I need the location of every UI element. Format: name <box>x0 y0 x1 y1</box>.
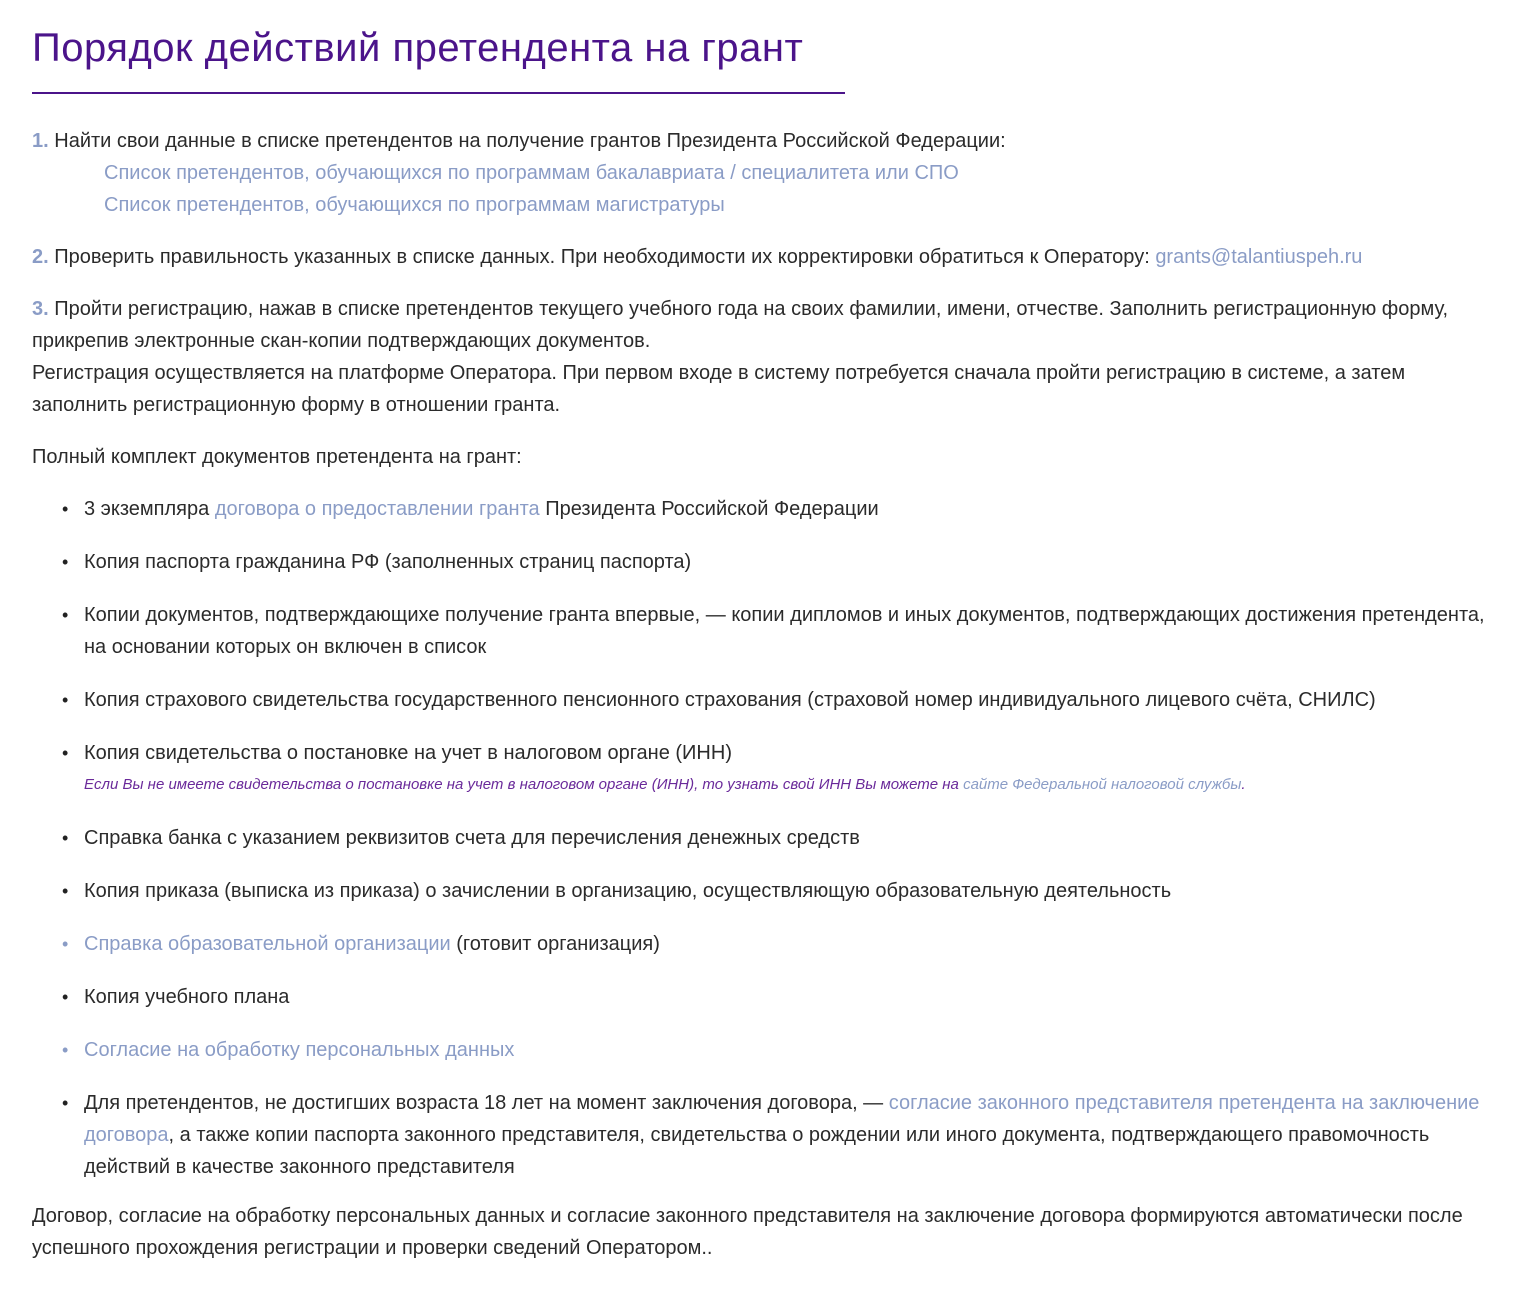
doc-8-suffix: (готовит организация) <box>456 933 660 955</box>
step-1-text: Найти свои данные в списке претендентов на получение грантов Президента Российской Федерации: <box>54 130 1006 152</box>
list-item <box>62 684 1504 716</box>
doc-3-text: Копии документов, подтверждающихе получение гранта впервые, — копии дипломов и иных документов, подтверждающих достижения претендента, на основании которых он включен в список <box>84 604 1485 658</box>
doc-1-prefix: 3 экземпляра <box>84 498 210 520</box>
list-item <box>62 546 1504 578</box>
doc-11-suffix: , а также копии паспорта законного представителя, свидетельства о рождении или иного документа, подтверждающего правомочность действий в качестве законного представителя <box>84 1124 1430 1178</box>
step-1 <box>32 125 1492 221</box>
guardian-consent-link[interactable]: согласие законного представителя претендента на заключение договора <box>84 1092 1480 1146</box>
bullet-icon: • <box>62 499 69 519</box>
doc-9-text: Копия учебного плана <box>84 986 290 1008</box>
doc-5-text: Копия свидетельства о постановке на учет в налоговом органе (ИНН) <box>84 742 732 764</box>
bullet-icon: • <box>62 743 69 763</box>
list-item <box>62 928 1504 960</box>
doc-2-text: Копия паспорта гражданина РФ (заполненных страниц паспорта) <box>84 551 692 573</box>
documents-list <box>62 493 1504 1204</box>
step-3-number: 3. <box>32 298 49 320</box>
inn-note <box>84 769 1504 801</box>
inn-note-period: . <box>1241 776 1246 793</box>
list-item <box>62 981 1504 1013</box>
bullet-icon: • <box>62 881 69 901</box>
step-2-text: Проверить правильность указанных в списке данных. При необходимости их корректировки обратиться к Оператору: <box>54 246 1150 268</box>
personal-data-consent-link[interactable]: Согласие на обработку персональных данных <box>84 1039 515 1061</box>
list-item <box>62 599 1504 663</box>
list-item <box>62 737 1504 801</box>
title-underline <box>32 92 845 94</box>
doc-11-prefix: Для претендентов, не достигших возраста 18 лет на момент заключения договора, — <box>84 1092 884 1114</box>
documents-heading: Полный комплект документов претендента на грант: <box>32 446 522 468</box>
bullet-icon: • <box>62 690 69 710</box>
bullet-icon: • <box>62 934 69 954</box>
list-item <box>62 1034 1504 1066</box>
bullet-icon: • <box>62 1093 69 1113</box>
list-item <box>62 1087 1504 1183</box>
footer-note: Договор, согласие на обработку персональных данных и согласие законного представителя на заключение договора формируются автоматически после успешного прохождения регистрации и проверки сведений Оператором.. <box>32 1205 1463 1259</box>
doc-4-text: Копия страхового свидетельства государственного пенсионного страхования (страховой номер индивидуального лицевого счёта, СНИЛС) <box>84 689 1376 711</box>
step-2 <box>32 241 1492 273</box>
step-1-number: 1. <box>32 130 49 152</box>
bullet-icon: • <box>62 828 69 848</box>
doc-7-text: Копия приказа (выписка из приказа) о зачислении в организацию, осуществляющую образовательную деятельность <box>84 880 1172 902</box>
education-certificate-link[interactable]: Справка образовательной организации <box>84 933 451 955</box>
grant-contract-link[interactable]: договора о предоставлении гранта <box>214 498 540 520</box>
step-2-number: 2. <box>32 246 49 268</box>
bullet-icon: • <box>62 605 69 625</box>
step-3-registration-note: Регистрация осуществляется на платформе Оператора. При первом входе в систему потребуется сначала пройти регистрацию в системе, а затем заполнить регистрационную форму в отношении гранта. <box>32 362 1406 416</box>
tax-service-link[interactable]: сайте Федеральной налоговой службы <box>963 776 1242 793</box>
list-item <box>62 822 1504 854</box>
bullet-icon: • <box>62 552 69 572</box>
step-3 <box>32 293 1492 421</box>
master-list-link[interactable]: Список претендентов, обучающихся по программам магистратуры <box>104 194 725 216</box>
list-item <box>62 493 1504 525</box>
list-item <box>62 875 1504 907</box>
doc-1-suffix: Президента Российской Федерации <box>545 498 879 520</box>
operator-email-link[interactable]: grants@talantiuspeh.ru <box>1155 246 1363 268</box>
bullet-icon: • <box>62 1040 69 1060</box>
bachelor-list-link[interactable]: Список претендентов, обучающихся по программам бакалавриата / специалитета или СПО <box>104 162 959 184</box>
bullet-icon: • <box>62 987 69 1007</box>
inn-note-text: Если Вы не имеете свидетельства о постановке на учет в налоговом органе (ИНН), то узнать свой ИНН Вы можете на <box>84 776 959 793</box>
doc-6-text: Справка банка с указанием реквизитов счета для перечисления денежных средств <box>84 827 860 849</box>
step-3-text: Пройти регистрацию, нажав в списке претендентов текущего учебного года на своих фамилии, имени, отчестве. Заполнить регистрационную форму, прикрепив электронные скан-копии подтверждающих документов. <box>32 298 1449 352</box>
page-title: Порядок действий претендента на грант <box>32 26 804 70</box>
